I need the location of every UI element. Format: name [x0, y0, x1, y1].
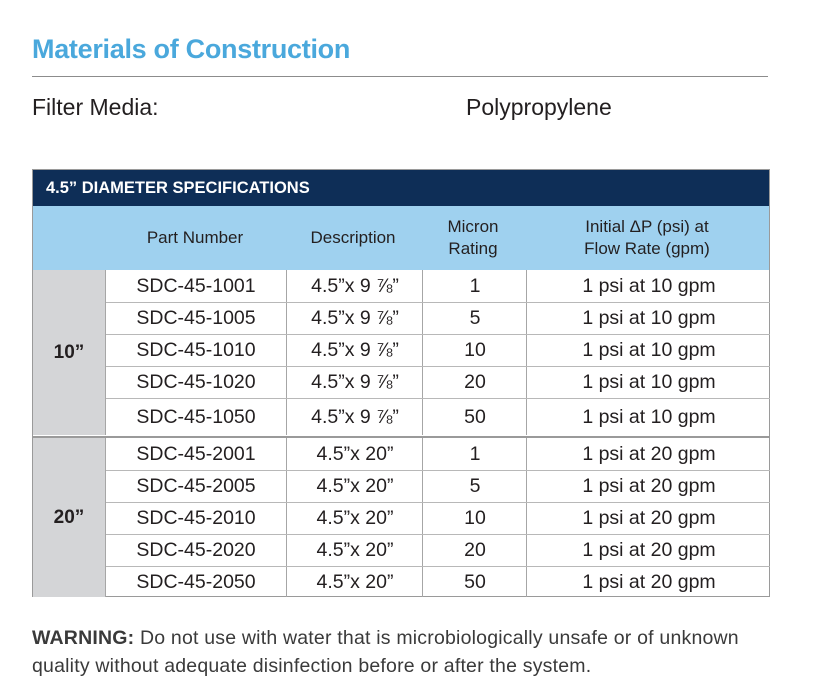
- part-number-cell: SDC-45-1001: [136, 274, 256, 297]
- header-initial-pressure: [525, 206, 769, 270]
- title-divider: [32, 76, 768, 77]
- micron-cell: 50: [422, 567, 527, 597]
- micron-cell: 10: [422, 503, 527, 534]
- part-number-cell: SDC-45-2010: [136, 507, 256, 529]
- group-rows-10: [105, 270, 770, 435]
- header-pressure-line1: Initial ΔP (psi) at: [585, 217, 709, 236]
- pressure-cell: 1 psi at 10 gpm: [526, 399, 771, 435]
- filter-media-value: Polypropylene: [466, 94, 612, 120]
- header-pressure-line2: Flow Rate (gpm): [584, 239, 710, 258]
- micron-cell: 1: [422, 438, 527, 470]
- micron-cell: 10: [422, 335, 527, 366]
- pressure-cell: 1 psi at 10 gpm: [526, 335, 771, 366]
- table-row: [106, 270, 770, 302]
- part-number-cell: SDC-45-1050: [136, 405, 256, 428]
- pressure-cell: 1 psi at 10 gpm: [526, 367, 771, 398]
- pressure-cell: 1 psi at 20 gpm: [526, 503, 771, 534]
- warning-text: Do not use with water that is microbiologically unsafe or of unknown quality without adequate disinfection before or after the system.: [32, 627, 739, 677]
- micron-cell: 50: [422, 399, 527, 435]
- part-number-cell: SDC-45-1005: [136, 307, 256, 329]
- pressure-cell: 1 psi at 10 gpm: [526, 303, 771, 334]
- warning-notice: [32, 624, 792, 680]
- part-number-cell: SDC-45-2005: [136, 475, 256, 497]
- pressure-cell: 1 psi at 20 gpm: [526, 567, 771, 597]
- table-row: [106, 334, 770, 366]
- part-number-cell: SDC-45-1020: [136, 371, 256, 393]
- spec-table: [32, 169, 770, 597]
- header-part-number: Part Number: [146, 228, 244, 247]
- micron-cell: 5: [422, 471, 527, 502]
- group-label-20: 20”: [33, 438, 105, 597]
- description-cell: 4.5”x 20”: [286, 471, 423, 502]
- description-cell: 4.5”x 20”: [286, 567, 423, 597]
- header-micron-line2: Rating: [448, 239, 498, 258]
- table-row: [106, 366, 770, 398]
- warning-label: WARNING:: [32, 627, 135, 649]
- description-cell: 4.5”x 9 ⅞”: [286, 399, 423, 435]
- table-row: [106, 438, 770, 470]
- header-micron-line1: Micron: [447, 217, 499, 236]
- description-cell: 4.5”x 20”: [286, 438, 423, 470]
- table-row: [106, 398, 770, 435]
- filter-media-label: Filter Media:: [32, 94, 159, 120]
- part-number-cell: SDC-45-1010: [136, 339, 256, 361]
- group-rows-20: [105, 438, 770, 597]
- pressure-cell: 1 psi at 10 gpm: [526, 270, 771, 302]
- spec-table-header: [33, 206, 769, 270]
- table-row: [106, 302, 770, 334]
- pressure-cell: 1 psi at 20 gpm: [526, 471, 771, 502]
- part-number-cell: SDC-45-2050: [136, 570, 256, 593]
- group-label-10: 10”: [33, 270, 105, 435]
- pressure-cell: 1 psi at 20 gpm: [526, 535, 771, 566]
- part-number-cell: SDC-45-2020: [136, 539, 256, 561]
- description-cell: 4.5”x 20”: [286, 535, 423, 566]
- pressure-cell: 1 psi at 20 gpm: [526, 438, 771, 470]
- description-cell: 4.5”x 9 ⅞”: [286, 335, 423, 366]
- header-description: Description: [310, 228, 396, 247]
- description-cell: 4.5”x 9 ⅞”: [286, 367, 423, 398]
- section-title: Materials of Construction: [32, 34, 351, 64]
- micron-cell: 5: [422, 303, 527, 334]
- part-number-cell: SDC-45-2001: [136, 442, 256, 465]
- micron-cell: 20: [422, 535, 527, 566]
- micron-cell: 20: [422, 367, 527, 398]
- spec-table-title: 4.5” DIAMETER SPECIFICATIONS: [33, 170, 769, 206]
- table-row: [106, 534, 770, 566]
- micron-cell: 1: [422, 270, 527, 302]
- description-cell: 4.5”x 20”: [286, 503, 423, 534]
- table-row: [106, 566, 770, 597]
- table-row: [106, 470, 770, 502]
- header-micron-rating: [421, 206, 525, 270]
- description-cell: 4.5”x 9 ⅞”: [286, 303, 423, 334]
- table-row: [106, 502, 770, 534]
- description-cell: 4.5”x 9 ⅞”: [286, 270, 423, 302]
